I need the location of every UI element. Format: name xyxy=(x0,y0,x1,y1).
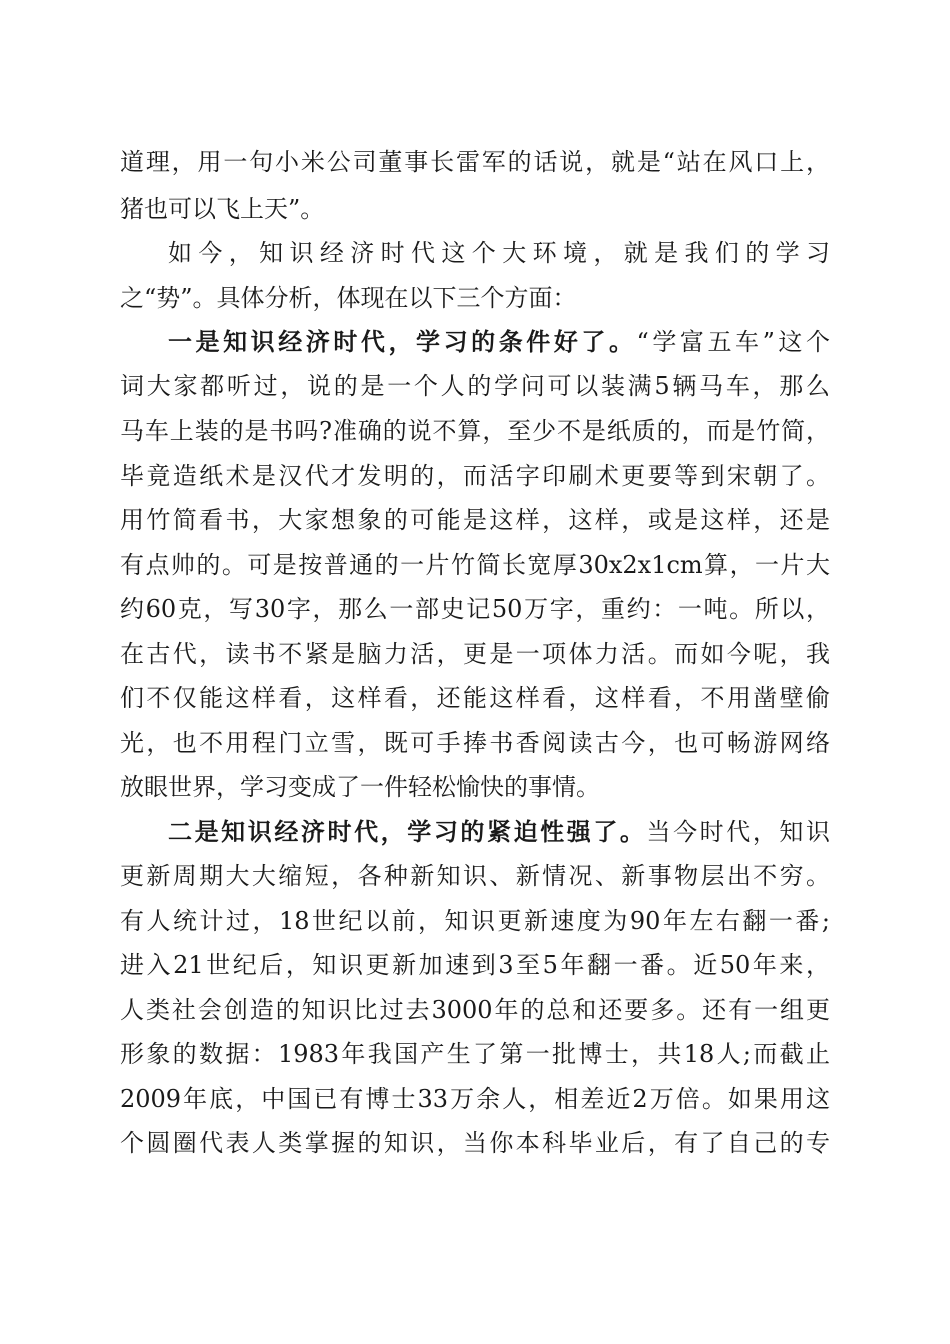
text-line: 马车上装的是书吗?准确的说不算，至少不是纸质的，而是竹简， xyxy=(120,417,830,445)
text-line: 个圆圈代表人类掌握的知识，当你本科毕业后，有了自己的专 xyxy=(120,1129,830,1157)
text-line: 猪也可以飞上天”。 xyxy=(120,195,325,223)
text-line: 用竹简看书，大家想象的可能是这样，这样，或是这样，还是 xyxy=(120,506,830,534)
text-line: 放眼世界，学习变成了一件轻松愉快的事情。 xyxy=(120,773,600,801)
text-line: 们不仅能这样看，这样看，还能这样看，这样看，不用凿壁偷 xyxy=(120,684,830,712)
text-line: 有人统计过，18世纪以前，知识更新速度为90年左右翻一番; xyxy=(120,907,830,935)
text-line: 更新周期大大缩短，各种新知识、新情况、新事物层出不穷。 xyxy=(120,862,830,890)
text-line: 道理，用一句小米公司董事长雷军的话说，就是“站在风口上， xyxy=(120,148,830,176)
text-line: 进入21世纪后，知识更新加速到3至5年翻一番。近50年来， xyxy=(120,951,830,979)
text-line: 毕竟造纸术是汉代才发明的，而活字印刷术更要等到宋朝了。 xyxy=(120,462,830,490)
text-line: 2009年底，中国已有博士33万余人，相差近2万倍。如果用这 xyxy=(120,1085,830,1113)
text-line: 在古代，读书不紧是脑力活，更是一项体力活。而如今呢，我 xyxy=(120,640,830,668)
text-line: 之“势”。具体分析，体现在以下三个方面： xyxy=(120,284,577,312)
paragraph-lead-sentence: 一是知识经济时代，学习的条件好了。 xyxy=(168,327,637,356)
paragraph-start-line: 如今，知识经济时代这个大环境，就是我们的学习 xyxy=(168,239,830,267)
text-line: 词大家都听过，说的是一个人的学问可以装满5辆马车，那么 xyxy=(120,372,830,400)
text-line: 形象的数据：1983年我国产生了第一批博士，共18人;而截止 xyxy=(120,1040,830,1068)
paragraph-start-line xyxy=(168,812,830,852)
text-line: 光，也不用程门立雪，既可手捧书香阅读古今，也可畅游网络 xyxy=(120,729,830,757)
text-span: 当今时代，知识 xyxy=(646,818,830,846)
text-line: 约60克，写30字，那么一部史记50万字，重约：一吨。所以， xyxy=(120,595,830,623)
text-line: 有点帅的。可是按普通的一片竹简长宽厚30x2x1cm算，一片大 xyxy=(120,551,830,579)
text-span: “学富五车”这个 xyxy=(636,328,830,356)
paragraph-start-line xyxy=(168,322,830,362)
text-line: 人类社会创造的知识比过去3000年的总和还要多。还有一组更 xyxy=(120,996,830,1024)
paragraph-lead-sentence: 二是知识经济时代，学习的紧迫性强了。 xyxy=(168,817,647,846)
